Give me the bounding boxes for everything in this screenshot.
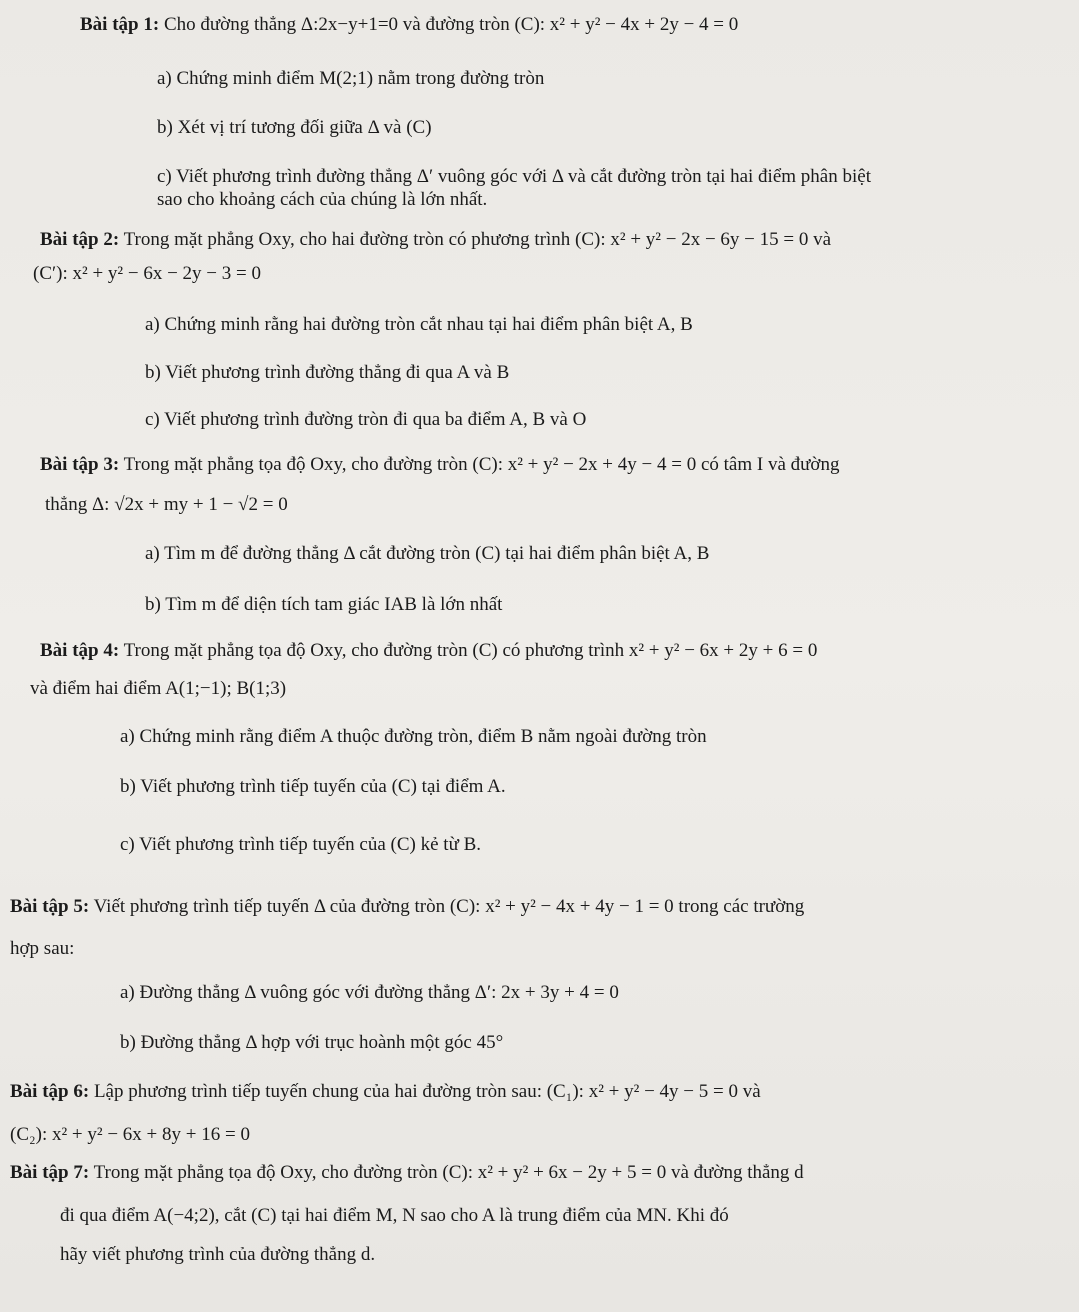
exercise-4-part-a: a) Chứng minh rằng điểm A thuộc đường tròn, điểm B nằm ngoài đường tròn <box>120 726 707 747</box>
exercise-3-title: Bài tập 3: Trong mặt phẳng tọa độ Oxy, cho đường tròn (C): x² + y² − 2x + 4y − 4 = 0 có tâm I và đường <box>40 454 840 475</box>
exercise-4-part-c: c) Viết phương trình tiếp tuyến của (C) kẻ từ B. <box>120 834 482 855</box>
exercise-3-line-delta: thẳng Δ: √2x + my + 1 − √2 = 0 <box>45 494 288 515</box>
exercise-5-cases: hợp sau: <box>10 938 75 959</box>
exercise-7-title: Bài tập 7: Trong mặt phẳng tọa độ Oxy, cho đường tròn (C): x² + y² + 6x − 2y + 5 = 0 và đường thẳng d <box>10 1162 804 1183</box>
exercise-7-condition: đi qua điểm A(−4;2), cắt (C) tại hai điểm M, N sao cho A là trung điểm của MN. Khi đó <box>60 1205 729 1226</box>
exercise-4-points: và điểm hai điểm A(1;−1); B(1;3) <box>30 678 287 699</box>
exercise-2-part-c: c) Viết phương trình đường tròn đi qua ba điểm A, B và O <box>145 409 587 430</box>
exercise-1-part-c: c) Viết phương trình đường thẳng Δ′ vuông góc với Δ và cắt đường tròn tại hai điểm phân biệt <box>157 166 871 187</box>
exercise-6-title: Bài tập 6: Lập phương trình tiếp tuyến chung của hai đường tròn sau: (C₁): x² + y² − 4y − 5 = 0 và <box>10 1081 761 1102</box>
exercise-1-part-a: a) Chứng minh điểm M(2;1) nằm trong đường tròn <box>157 68 545 89</box>
exercise-5-part-b: b) Đường thẳng Δ hợp với trục hoành một góc 45° <box>120 1032 504 1053</box>
exercise-2-part-a: a) Chứng minh rằng hai đường tròn cắt nhau tại hai điểm phân biệt A, B <box>145 314 693 335</box>
exercise-3-part-b: b) Tìm m để diện tích tam giác IAB là lớn nhất <box>145 594 503 615</box>
exercise-3-part-a: a) Tìm m để đường thẳng Δ cắt đường tròn (C) tại hai điểm phân biệt A, B <box>145 543 710 564</box>
exercise-1-title: Bài tập 1: Cho đường thẳng Δ:2x−y+1=0 và đường tròn (C): x² + y² − 4x + 2y − 4 = 0 <box>80 14 739 35</box>
exercise-7-question: hãy viết phương trình của đường thẳng d. <box>60 1244 376 1265</box>
exercise-1-part-c-continued: sao cho khoảng cách của chúng là lớn nhất. <box>157 189 488 210</box>
exercise-2-circle-c-prime: (C′): x² + y² − 6x − 2y − 3 = 0 <box>33 263 261 284</box>
exercise-2-title: Bài tập 2: Trong mặt phẳng Oxy, cho hai đường tròn có phương trình (C): x² + y² − 2x − 6y − 15 = 0 và <box>40 229 832 250</box>
exercise-1-part-b: b) Xét vị trí tương đối giữa Δ và (C) <box>157 117 432 138</box>
exercise-5-title: Bài tập 5: Viết phương trình tiếp tuyến Δ của đường tròn (C): x² + y² − 4x + 4y − 1 = 0 trong các trường <box>10 896 805 917</box>
exercise-4-part-b: b) Viết phương trình tiếp tuyến của (C) tại điểm A. <box>120 776 506 797</box>
exercise-2-part-b: b) Viết phương trình đường thẳng đi qua A và B <box>145 362 510 383</box>
exercise-4-title: Bài tập 4: Trong mặt phẳng tọa độ Oxy, cho đường tròn (C) có phương trình x² + y² − 6x + 2y + 6 = 0 <box>40 640 818 661</box>
exercise-6-circle-c2: (C₂): x² + y² − 6x + 8y + 16 = 0 <box>10 1124 250 1145</box>
exercise-5-part-a: a) Đường thẳng Δ vuông góc với đường thẳng Δ′: 2x + 3y + 4 = 0 <box>120 982 619 1003</box>
